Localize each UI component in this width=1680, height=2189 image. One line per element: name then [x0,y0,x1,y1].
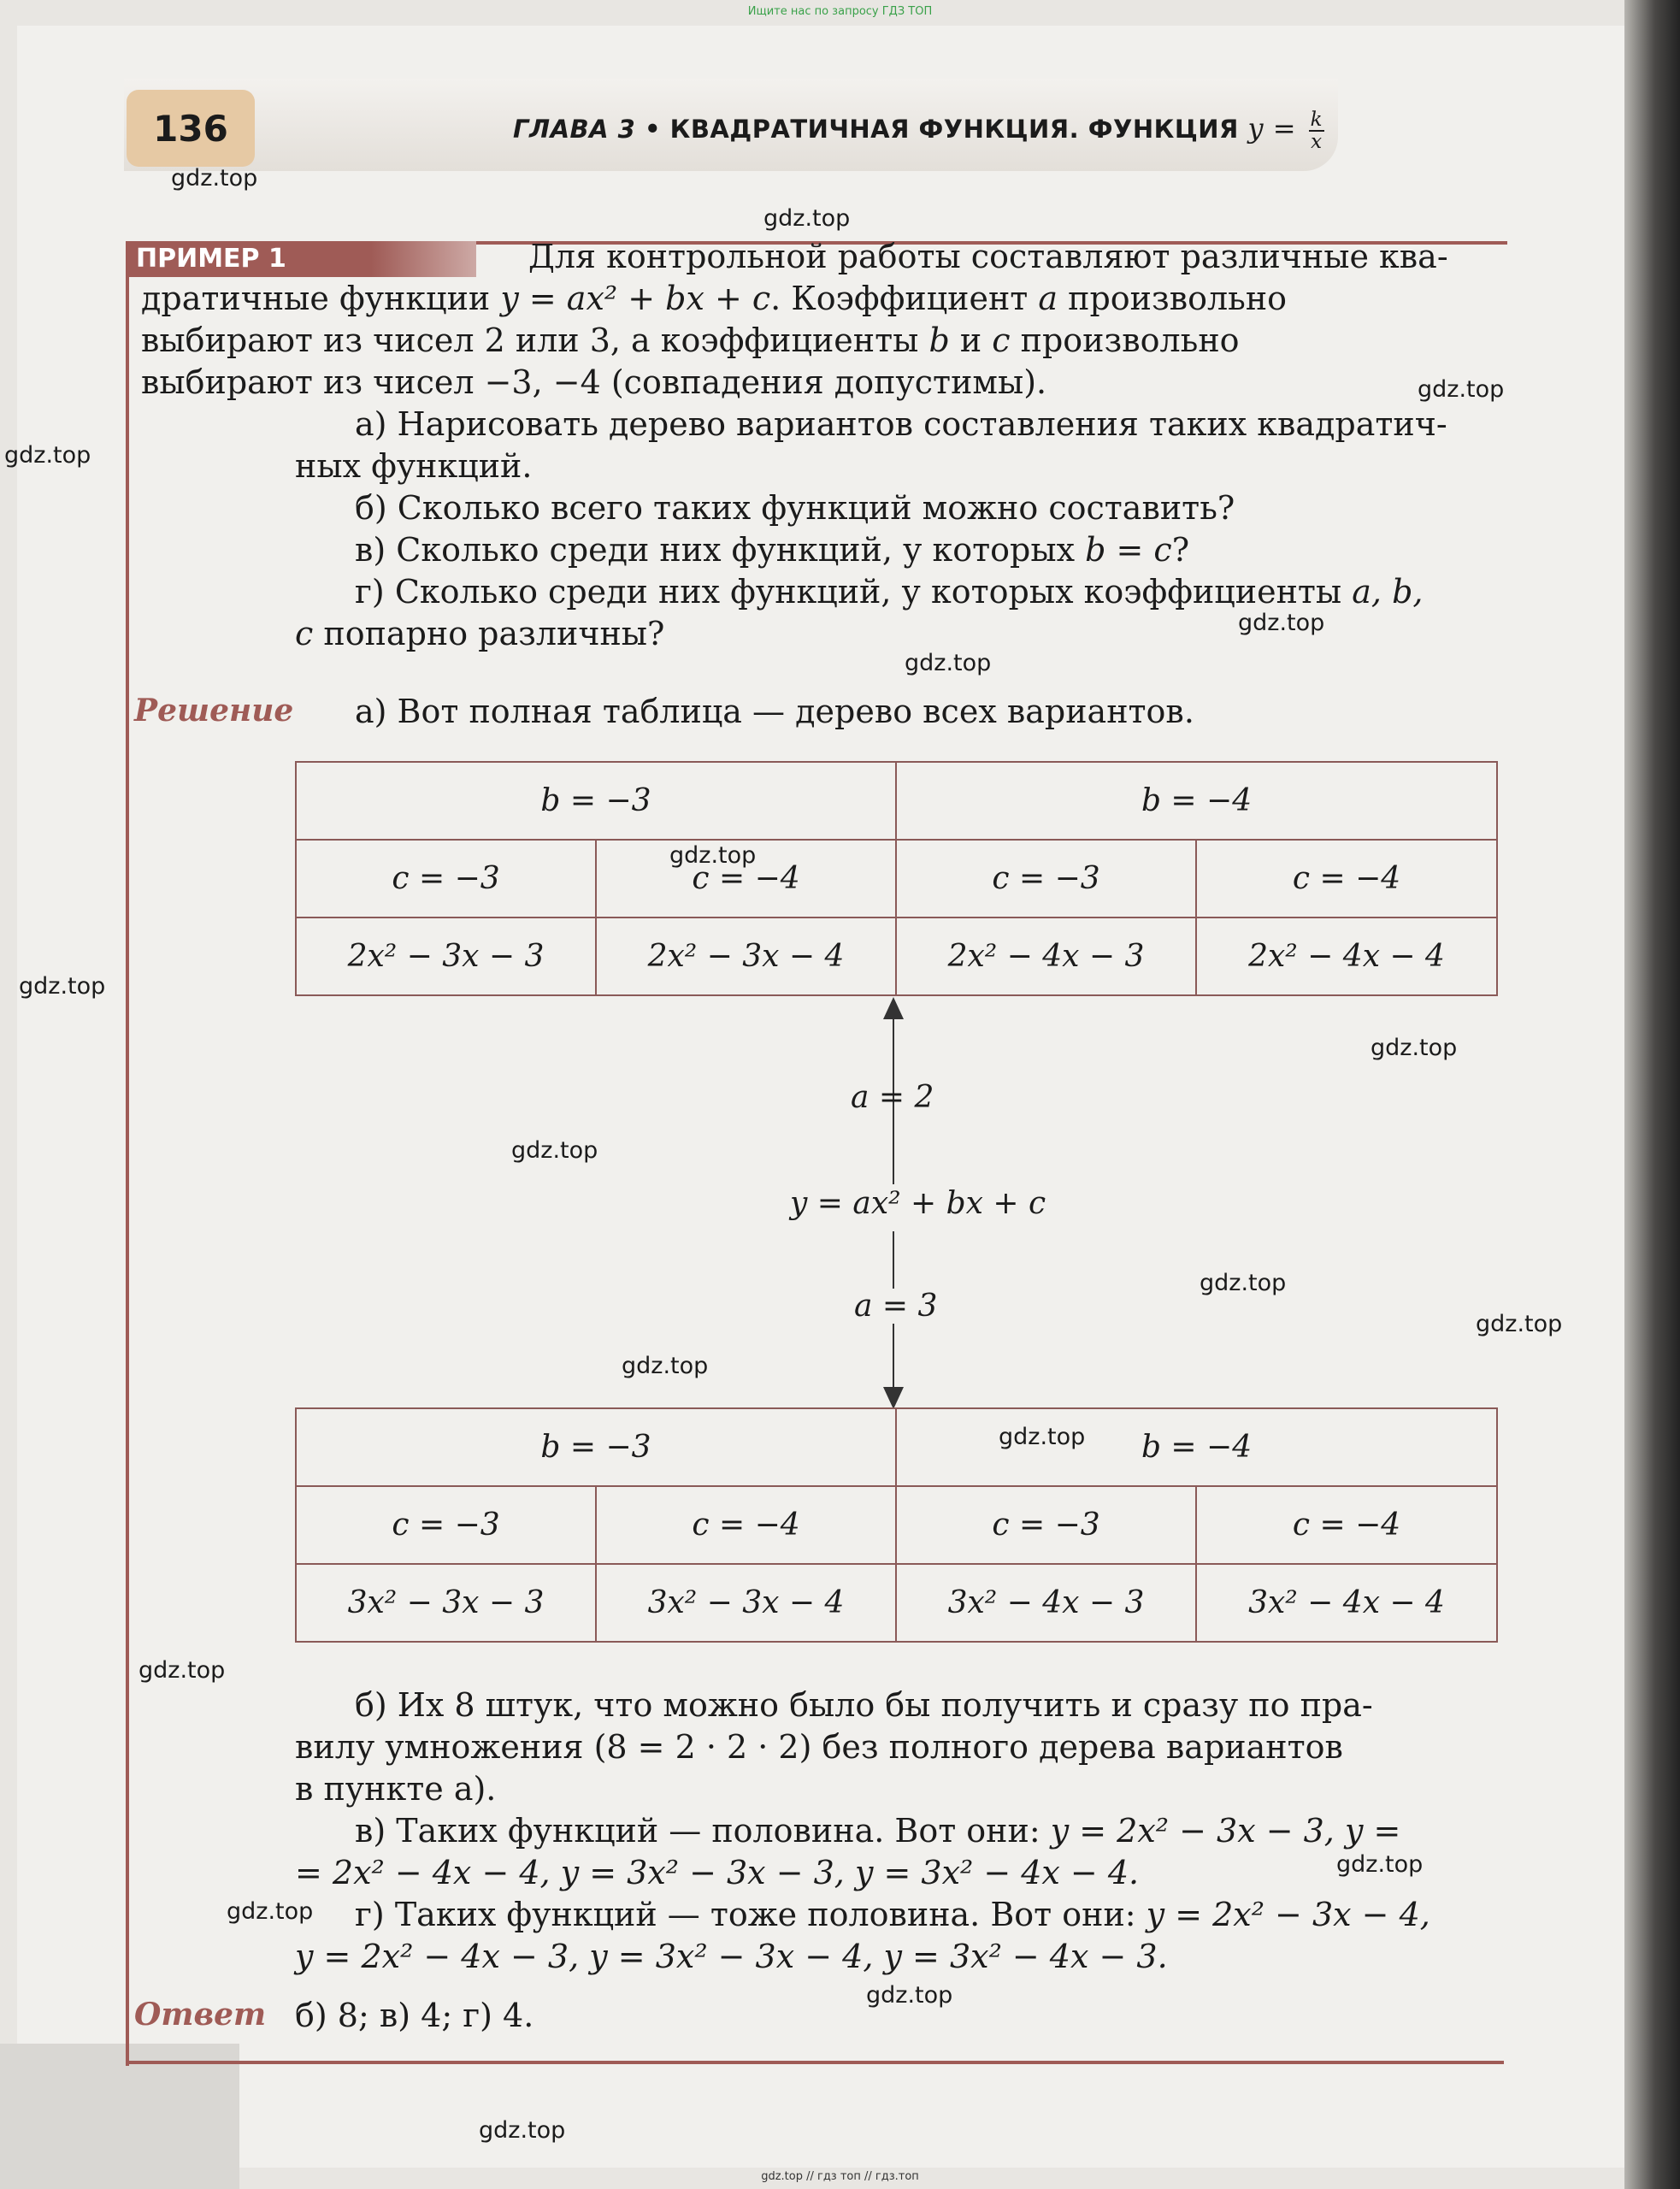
tree-top-func-2: 2x² − 3x − 4 [647,939,845,974]
solution-g-line-1 [355,1894,1430,1936]
watermark: gdz.top [622,1353,709,1379]
solution-b-line-1: б) Их 8 штук, что можно было бы получить и сразу по пра- [355,1686,1373,1724]
tree-top-func-4: 2x² − 4x − 4 [1248,939,1445,974]
tree-top-c-label-3: c = −3 [992,861,1100,896]
v-text: в) Таких функций — половина. Вот они: [355,1812,1051,1850]
intro-line-4: выбирают из чисел −3, −4 (совпадения допустимы). [141,363,1047,401]
top-note: Ищите нас по запросу ГДЗ ТОП [747,5,933,18]
arrow-up-icon [883,997,904,1019]
tree-top-func-3: 2x² − 4x − 3 [947,939,1145,974]
watermark: gdz.top [905,650,992,676]
qv-text: в) Сколько среди них функций, у которых [355,531,1086,569]
tree-top-func-cell-3 [896,917,1196,995]
answer-label: Ответ [134,1997,267,2033]
qg-text: г) Сколько среди них функций, у которых коэффициенты [355,573,1353,611]
answer-text: б) 8; в) 4; г) 4. [295,1997,534,2034]
watermark: gdz.top [511,1137,598,1164]
bottom-note: gdz.top // гдз топ // гдз.топ [761,2170,919,2183]
watermark: gdz.top [866,1982,953,2009]
tree-bottom-func-4: 3x² − 4x − 4 [1248,1585,1445,1620]
solution-b-line-2: вилу умножения (8 = 2 · 2 · 2) без полного дерева вариантов [295,1728,1343,1766]
intro-var-a: a [1038,280,1058,317]
arrow-down-icon [883,1387,904,1409]
chapter-formula-fraction [1309,109,1324,152]
tree-top-b-cell-1 [296,762,896,840]
tree-bottom-b-cell-2 [896,1408,1497,1486]
solution-b-line-3: в пункте а). [295,1770,497,1808]
g-formula-1: y = 2x² − 3x − 4, [1146,1896,1430,1933]
tree-bottom-c-cell-2 [596,1486,896,1564]
intro-2a: дратичные функции [141,280,501,317]
tree-top-b-label-2: b = −4 [1141,783,1253,818]
g-text: г) Таких функций — тоже половина. Вот они: [355,1896,1147,1933]
question-b: б) Сколько всего таких функций можно составить? [355,489,1235,527]
tree-bottom-c-cell-1 [296,1486,596,1564]
tree-bottom-c-cell-3 [896,1486,1196,1564]
tree-bottom-c-label-4: c = −4 [1292,1508,1401,1543]
question-g-line-1 [355,571,1423,613]
intro-var-b: b [928,322,950,359]
watermark: gdz.top [1336,1851,1424,1878]
tree-bottom-func-2: 3x² − 3x − 4 [647,1585,845,1620]
tree-bottom-b-cell-1 [296,1408,896,1486]
tree-top-c-label-4: c = −4 [1292,861,1401,896]
intro-line-2 [141,278,1287,320]
book-spine-edge [1624,0,1680,2189]
qg2-var: c [295,615,314,652]
watermark: gdz.top [1418,376,1505,403]
tree-bottom-c-cell-4 [1196,1486,1497,1564]
tree-bottom-func-cell-1 [296,1564,596,1642]
watermark: gdz.top [139,1657,226,1684]
tree-top-c-label-2: c = −4 [692,861,800,896]
tree-bottom-func-cell-2 [596,1564,896,1642]
tree-bottom-func-cell-3 [896,1564,1196,1642]
solution-label: Решение [134,693,294,729]
root-formula-text: y = ax² + bx + c [790,1186,1046,1221]
fraction-numerator: k [1310,109,1323,131]
tree-top-b-label-1: b = −3 [540,783,651,818]
tree-bottom-c-label-3: c = −3 [992,1508,1100,1543]
intro-2d: произвольно [1058,280,1288,317]
watermark: gdz.top [1238,610,1325,636]
tree-bottom-c-row [296,1486,1497,1564]
tree-top-c-row [296,840,1497,917]
fraction-denominator: x [1311,131,1323,153]
tree-top-c-cell-3 [896,840,1196,917]
question-v [355,529,1189,571]
chapter-label: ГЛАВА 3 [513,115,636,144]
chapter-title-text: КВАДРАТИЧНАЯ ФУНКЦИЯ. ФУНКЦИЯ [669,115,1239,144]
solution-v-line-1 [355,1810,1400,1852]
tree-top-c-label-1: c = −3 [392,861,500,896]
intro-formula: y = ax² + bx + c [500,280,771,317]
root-formula [785,1184,1051,1223]
tree-bottom-b-label-1: b = −3 [540,1430,651,1465]
watermark: gdz.top [669,842,757,869]
watermark: gdz.top [479,2117,566,2144]
qg-vars: a, b, [1352,573,1424,611]
watermark: gdz.top [171,165,258,192]
watermark: gdz.top [1476,1311,1563,1337]
a-equals-2-label [851,1080,934,1115]
a-equals-3: a = 3 [854,1289,938,1324]
qv-formula: b = c [1085,531,1172,569]
tree-bottom-b-label-2: b = −4 [1141,1430,1253,1465]
solution-v-line-2 [295,1852,1139,1894]
watermark: gdz.top [227,1898,314,1925]
tree-top-func-cell-4 [1196,917,1497,995]
tree-bottom-c-label-1: c = −3 [392,1508,500,1543]
intro-line-3 [141,320,1240,362]
intro-2b: . Коэффициент [770,280,1039,317]
chapter-formula-lhs: y = [1247,112,1296,145]
example-badge: ПРИМЕР 1 [126,241,476,277]
page-number: 136 [127,90,255,167]
chapter-title [513,109,1324,152]
intro-var-c: c [992,322,1011,359]
tree-bottom-func-row [296,1564,1497,1642]
a-equals-2: a = 2 [851,1080,934,1115]
tree-bottom-b-row [296,1408,1497,1486]
intro-3e: произвольно [1010,322,1240,359]
question-a-line-2: ных функций. [295,447,533,485]
tree-bottom-c-label-2: c = −4 [692,1508,800,1543]
intro-line-1: Для контрольной работы составляют различные ква- [528,238,1448,275]
tree-top-b-cell-2 [896,762,1497,840]
solution-g-line-2 [295,1936,1168,1978]
watermark: gdz.top [19,973,106,1000]
watermark: gdz.top [763,205,851,232]
tree-bottom-func-1: 3x² − 3x − 3 [347,1585,545,1620]
question-a-line-1: а) Нарисовать дерево вариантов составления таких квадратич- [355,405,1447,443]
tree-top-c-cell-1 [296,840,596,917]
tree-top-func-cell-2 [596,917,896,995]
tree-bottom-func-cell-4 [1196,1564,1497,1642]
watermark: gdz.top [999,1424,1086,1450]
watermark: gdz.top [1371,1035,1458,1061]
qg2-text: попарно различны? [313,615,665,652]
chapter-bullet: • [644,115,661,144]
question-g-line-2 [295,613,664,655]
intro-3a: выбирают из чисел 2 или 3, а коэффициенты [141,322,929,359]
v-formula-1: y = 2x² − 3x − 3, y = [1050,1812,1401,1850]
tree-top-func-row [296,917,1497,995]
tree-top-func-cell-1 [296,917,596,995]
tree-bottom-func-3: 3x² − 4x − 3 [947,1585,1145,1620]
tree-table-top [295,761,1498,996]
watermark: gdz.top [1200,1270,1287,1296]
tree-top-b-row [296,762,1497,840]
intro-3c: и [949,322,993,359]
a-equals-3-label [851,1289,940,1324]
solution-a-text: а) Вот полная таблица — дерево всех вариантов. [355,693,1194,730]
tree-top-func-1: 2x² − 3x − 3 [347,939,545,974]
qv-end: ? [1171,531,1190,569]
example-frame-bottom [126,2061,1504,2064]
watermark: gdz.top [4,442,91,469]
g-formula-2: y = 2x² − 4x − 3, y = 3x² − 3x − 4, y = 3x² − 4x − 3. [295,1938,1168,1975]
v-formula-2: = 2x² − 4x − 4, y = 3x² − 3x − 3, y = 3x² − 4x − 4. [295,1854,1140,1891]
tree-table-bottom [295,1407,1498,1643]
tree-top-c-cell-4 [1196,840,1497,917]
